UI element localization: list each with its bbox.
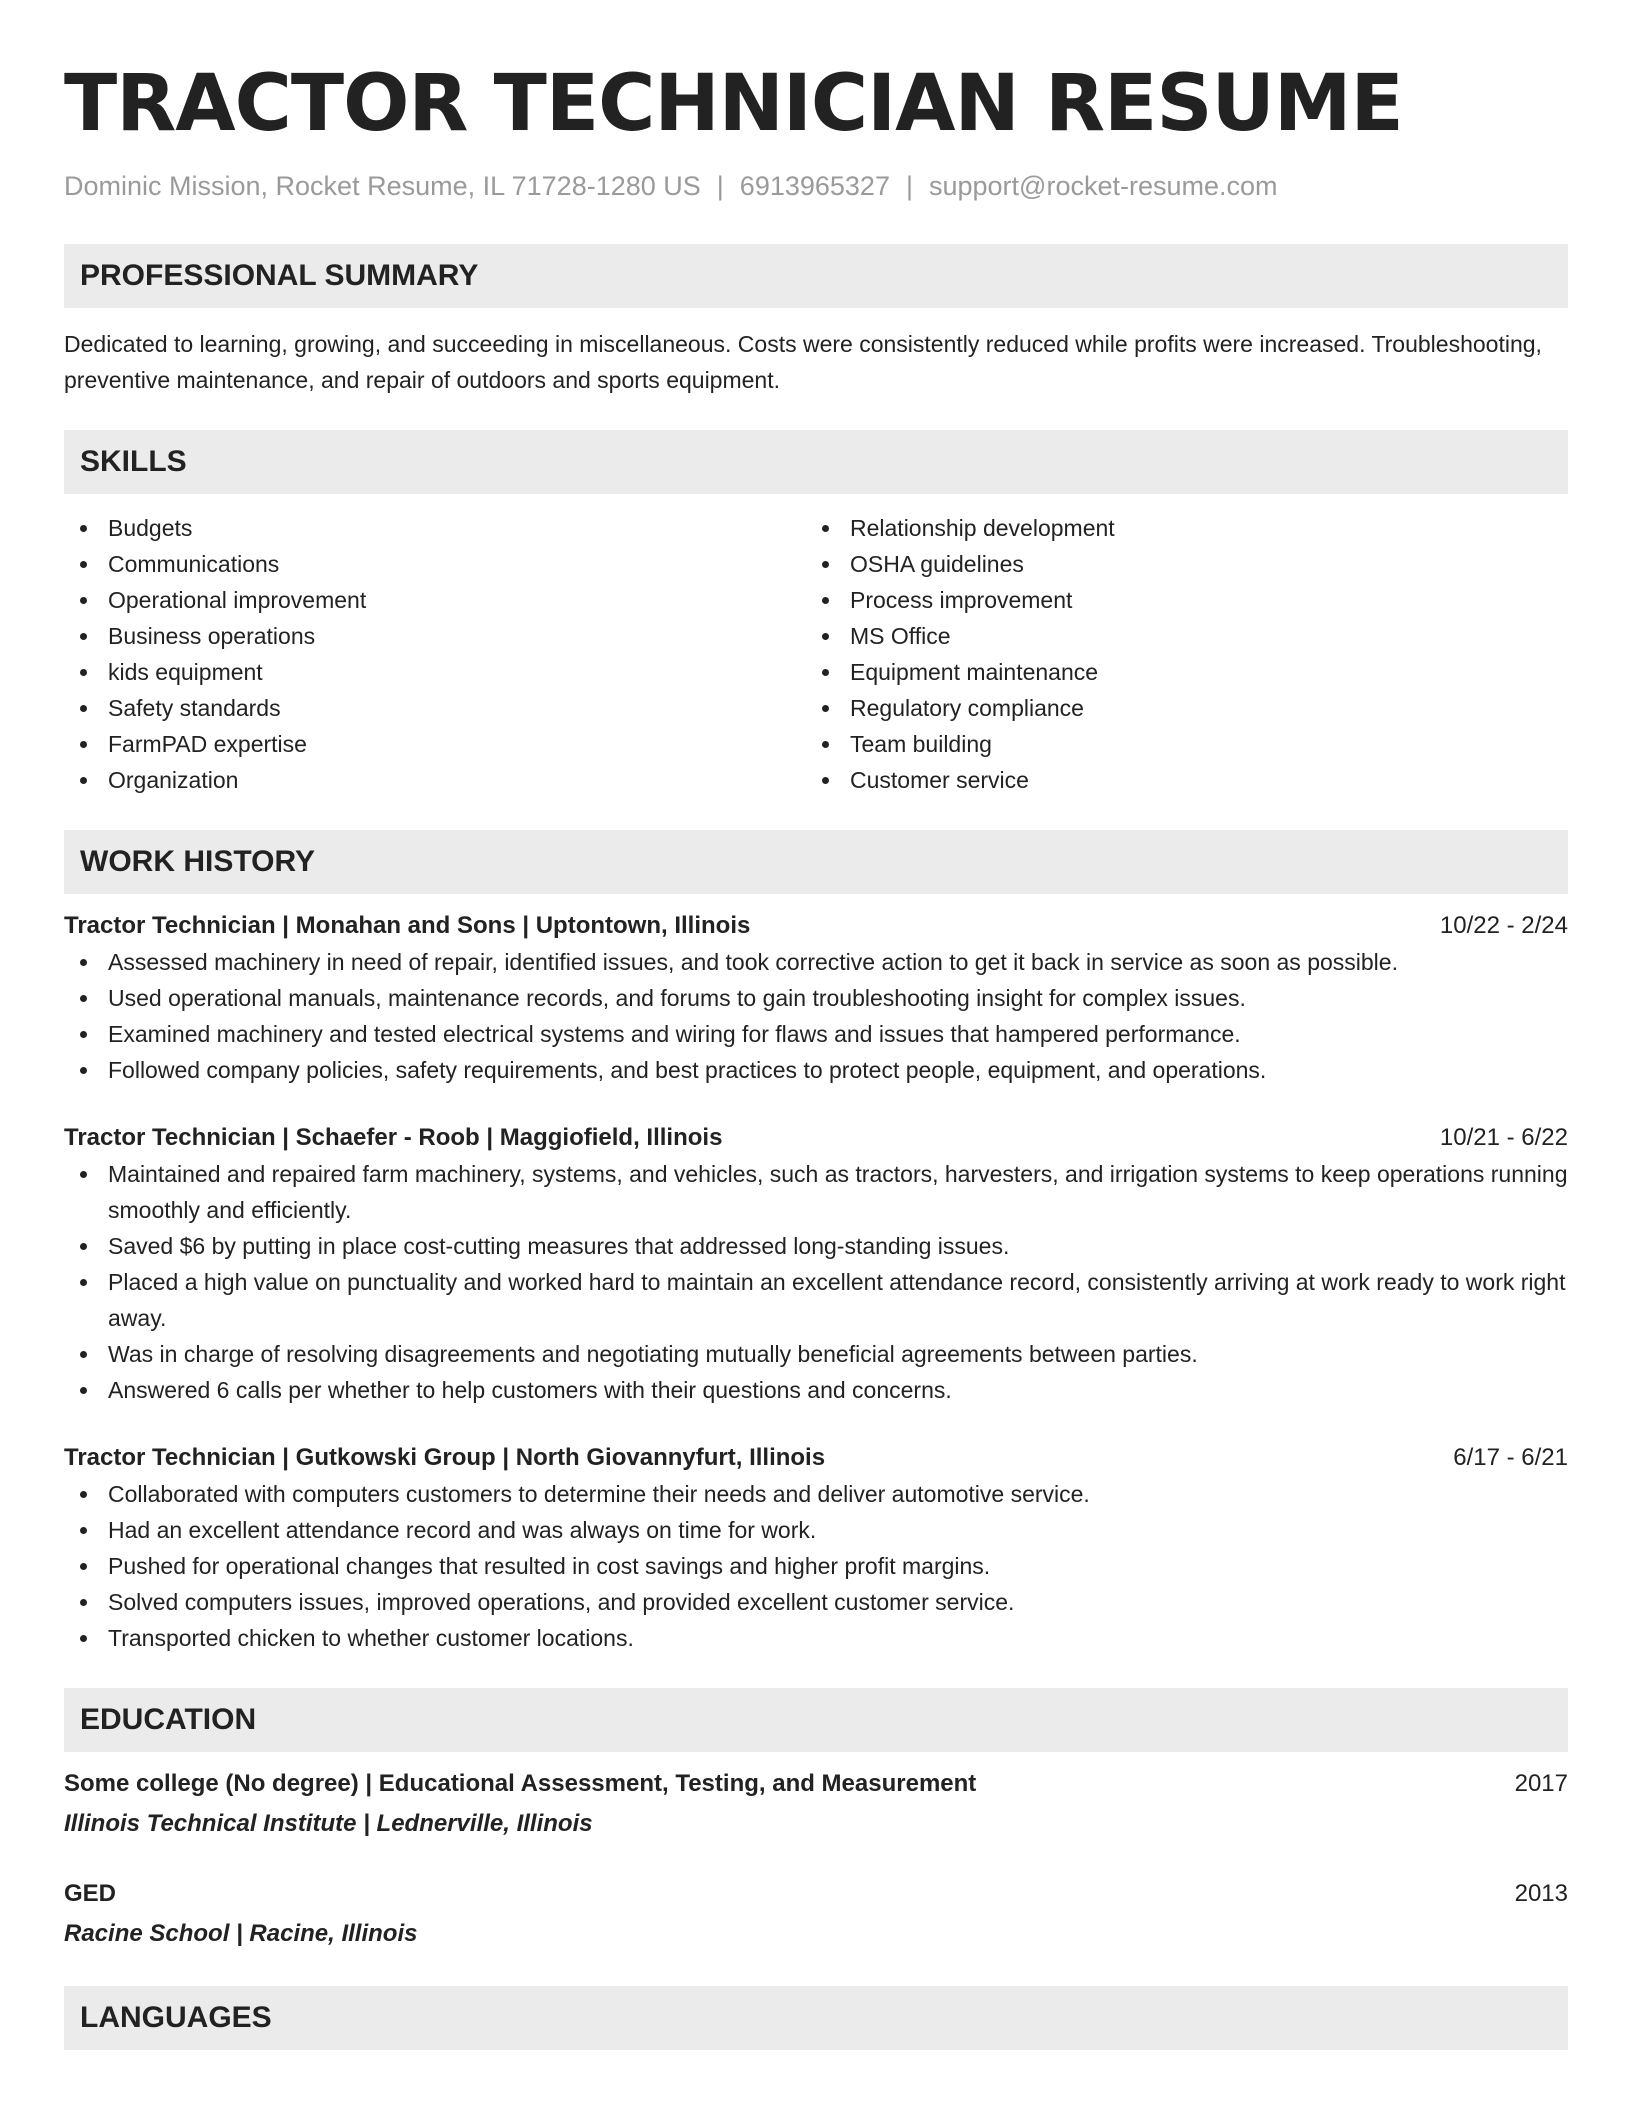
contact-line [64,168,1568,204]
skill-item: MS Office [806,618,1548,654]
skill-item: Process improvement [806,582,1548,618]
job-entry [64,1120,1568,1408]
job-duty: Used operational manuals, maintenance records, and forums to gain troubleshooting insight for complex issues. [64,980,1568,1016]
education-heading: EDUCATION [64,1688,1568,1752]
job-duty: Assessed machinery in need of repair, identified issues, and took corrective action to get it back in service as soon as possible. [64,944,1568,980]
languages-section [64,1986,1568,2050]
education-entry [64,1766,1568,1842]
job-duties [64,1476,1568,1656]
skill-item: Business operations [64,618,806,654]
job-duties [64,1156,1568,1408]
contact-phone: 6913965327 [739,171,890,201]
job-duty: Answered 6 calls per whether to help customers with their questions and concerns. [64,1372,1568,1408]
job-duty: Had an excellent attendance record and was always on time for work. [64,1512,1568,1548]
education-year: 2013 [1514,1880,1568,1907]
skill-item: Equipment maintenance [806,654,1548,690]
job-header [64,1440,1568,1476]
job-duty: Pushed for operational changes that resulted in cost savings and higher profit margins. [64,1548,1568,1584]
skill-item: Customer service [806,762,1548,798]
education-school: Racine School | Racine, Illinois [64,1920,418,1947]
education-title: GED [64,1880,117,1907]
skills-column-right [806,510,1548,798]
education-school: Illinois Technical Institute | Lednerville, Illinois [64,1810,593,1837]
summary-section [64,244,1568,398]
job-title: Tractor Technician | Schaefer - Roob | Maggiofield, Illinois [64,1124,723,1151]
job-duty: Was in charge of resolving disagreements and negotiating mutually beneficial agreements between parties. [64,1336,1568,1372]
summary-text: Dedicated to learning, growing, and succeeding in miscellaneous. Costs were consistently reduced while profits were increased. Troubleshooting, preventive maintenance, and repair of outdoors and sports equipment. [64,331,1542,393]
job-dates: 10/22 - 2/24 [1439,912,1568,939]
education-header [64,1766,1568,1802]
job-duty: Maintained and repaired farm machinery, systems, and vehicles, such as tractors, harvesters, and irrigation systems to keep operations running smoothly and efficiently. [64,1156,1568,1228]
contact-separator: | [716,171,724,201]
education-header [64,1876,1568,1912]
job-dates: 10/21 - 6/22 [1439,1124,1568,1151]
skill-item: Organization [64,762,806,798]
work-history-heading: WORK HISTORY [64,830,1568,894]
summary-heading: PROFESSIONAL SUMMARY [64,244,1568,308]
skills-list-left [64,510,806,798]
contact-address: Dominic Mission, Rocket Resume, IL 71728-1280 US [64,171,701,201]
resume-title: TRACTOR TECHNICIAN RESUME [64,59,1403,149]
skill-item: Safety standards [64,690,806,726]
resume-page [64,56,1568,2050]
skill-item: Budgets [64,510,806,546]
job-duty: Transported chicken to whether customer locations. [64,1620,1568,1656]
job-duty: Saved $6 by putting in place cost-cutting measures that addressed long-standing issues. [64,1228,1568,1264]
skill-item: Regulatory compliance [806,690,1548,726]
skill-item: OSHA guidelines [806,546,1548,582]
job-dates: 6/17 - 6/21 [1453,1444,1568,1471]
languages-heading: LANGUAGES [64,1986,1568,2050]
job-duty: Collaborated with computers customers to determine their needs and deliver automotive service. [64,1476,1568,1512]
skill-item: FarmPAD expertise [64,726,806,762]
job-duties [64,944,1568,1088]
job-header [64,1120,1568,1156]
contact-email: support@rocket-resume.com [928,171,1278,201]
job-duty: Followed company policies, safety requirements, and best practices to protect people, equipment, and operations. [64,1052,1568,1088]
skills-heading: SKILLS [64,430,1568,494]
job-duty: Solved computers issues, improved operations, and provided excellent customer service. [64,1584,1568,1620]
skill-item: Communications [64,546,806,582]
education-section [64,1688,1568,1952]
skill-item: Team building [806,726,1548,762]
skills-column-left [64,510,806,798]
skills-list-right [806,510,1548,798]
education-entry [64,1876,1568,1952]
skills-section [64,430,1568,798]
education-year: 2017 [1514,1770,1568,1797]
work-history-section [64,830,1568,1656]
job-duty: Placed a high value on punctuality and worked hard to maintain an excellent attendance record, consistently arriving at work ready to work right away. [64,1264,1568,1336]
job-header [64,908,1568,944]
contact-separator: | [905,171,913,201]
job-duty: Examined machinery and tested electrical systems and wiring for flaws and issues that hampered performance. [64,1016,1568,1052]
job-title: Tractor Technician | Gutkowski Group | North Giovannyfurt, Illinois [64,1444,826,1471]
education-title: Some college (No degree) | Educational Assessment, Testing, and Measurement [64,1770,977,1797]
skill-item: Relationship development [806,510,1548,546]
job-title: Tractor Technician | Monahan and Sons | Uptontown, Illinois [64,912,751,939]
skills-columns [64,510,1568,798]
skill-item: kids equipment [64,654,806,690]
job-entry [64,1440,1568,1656]
skill-item: Operational improvement [64,582,806,618]
job-entry [64,908,1568,1088]
